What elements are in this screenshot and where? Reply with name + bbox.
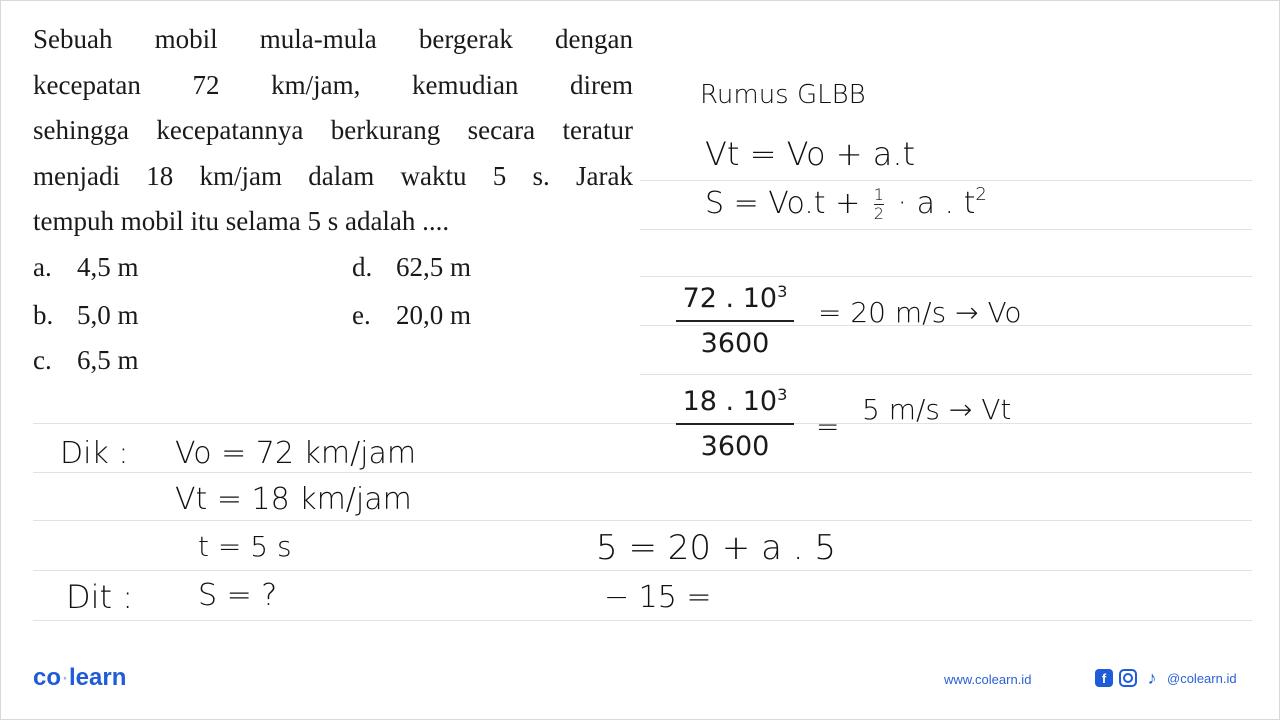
conversion-vo-result: = 20 m/s → Vo (818, 296, 1022, 329)
problem-line: Sebuah mobil mula-mula bergerak dengan (33, 24, 633, 54)
dit-label: Dit : (66, 578, 134, 616)
formula-distance: $S = Vo.t + \frac{1}{2} \cdot a$ . $t^2$ (705, 184, 987, 223)
facebook-icon[interactable]: f (1095, 669, 1113, 687)
ruled-line (33, 570, 1252, 571)
instagram-icon[interactable] (1119, 669, 1137, 687)
tiktok-icon[interactable]: ♪ (1147, 667, 1157, 688)
ruled-line (33, 423, 1252, 424)
colearn-logo: co·learn (33, 664, 127, 691)
formula-final-velocity: Vt = Vo + a.t (705, 135, 916, 173)
ruled-line (640, 180, 1252, 181)
option-e: e. 20,0 m (352, 300, 472, 330)
option-c: c. 6,5 m (33, 345, 139, 375)
ruled-line (33, 620, 1252, 621)
option-a: a. 4,5 m (33, 252, 139, 282)
website-link[interactable]: www.colearn.id (944, 672, 1032, 687)
asked-distance: S = ? (198, 578, 278, 613)
ruled-line (640, 374, 1252, 375)
given-final-velocity: Vt = 18 km/jam (175, 482, 412, 517)
rumus-title: Rumus GLBB (700, 80, 866, 110)
problem-line: menjadi 18 km/jam dalam waktu 5 s. Jarak (33, 160, 633, 191)
ruled-line (33, 520, 1252, 521)
dik-label: Dik : (60, 436, 129, 471)
ruled-line (640, 229, 1252, 230)
problem-line: sehingga kecepatannya berkurang secara teratur (33, 115, 633, 145)
given-initial-velocity: Vo = 72 km/jam (175, 436, 417, 471)
conversion-vt-result: 5 m/s → Vt (862, 393, 1012, 426)
calculation-step-1: 5 = 20 + a . 5 (596, 528, 836, 568)
fraction-half: $\frac{1}{2}$ (873, 185, 884, 223)
given-time: t = 5 s (198, 530, 292, 563)
calculation-step-2: − 15 = (604, 580, 712, 615)
conversion-vo-fraction: 72 . $10^3$ 3600 (676, 282, 794, 359)
problem-statement (33, 17, 633, 245)
problem-line: kecepatan 72 km/jam, kemudian direm (33, 69, 633, 100)
option-b: b. 5,0 m (33, 300, 139, 330)
ruled-line (33, 472, 1252, 473)
social-handle[interactable]: @colearn.id (1167, 670, 1237, 686)
social-links (1095, 669, 1237, 687)
option-d: d. 62,5 m (352, 252, 472, 282)
conversion-vt-fraction: 18 . $10^3$ 3600 (676, 385, 794, 462)
conversion-vt-equals: = (816, 410, 840, 443)
ruled-line (640, 276, 1252, 277)
problem-line: tempuh mobil itu selama 5 s adalah .... (33, 206, 450, 236)
